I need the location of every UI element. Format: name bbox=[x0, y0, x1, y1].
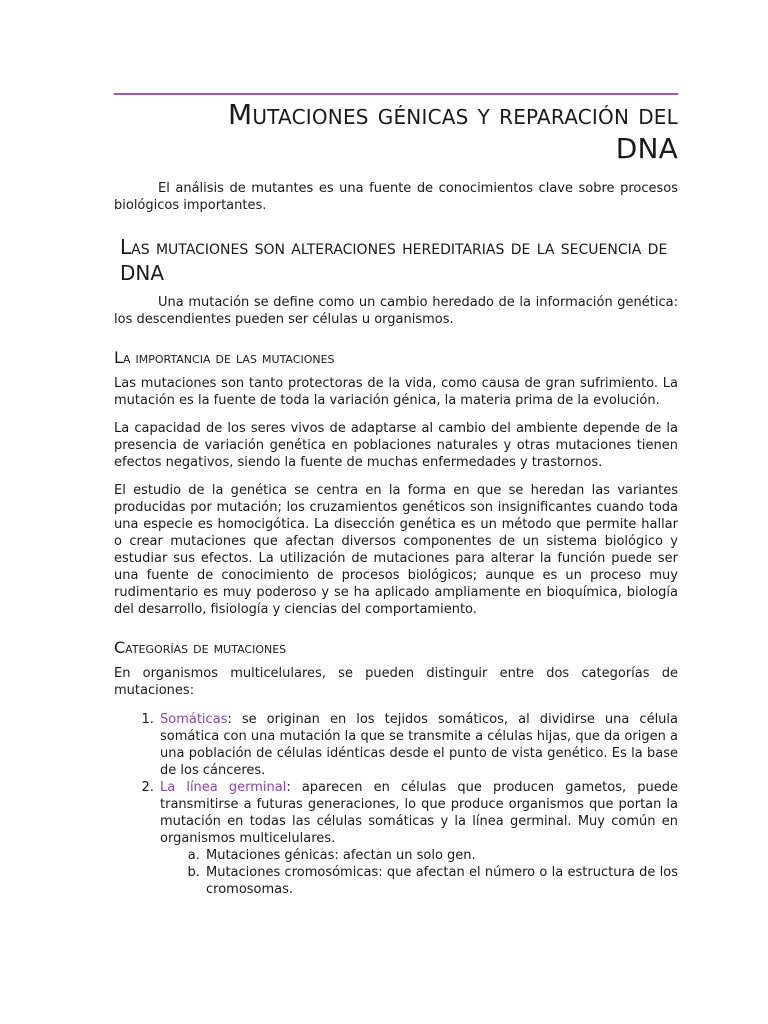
categories-intro: En organismos multicelulares, se pueden distinguir entre dos categorías de mutaciones: bbox=[114, 666, 678, 698]
section-heading-mutations: Las mutaciones son alteraciones hereditarias de la secuencia de DNA bbox=[120, 235, 668, 285]
list-item-text: : se originan en los tejidos somáticos, al dividirse una célula somática con una mutación la que se transmite a células hijas, que da origen a una población de células idénticas desde el punto de vista genético. Es la base de los cánceres. bbox=[160, 712, 678, 778]
list-item-somatic bbox=[158, 711, 678, 779]
sub-list bbox=[160, 847, 678, 898]
section-heading-categories: Categorías de mutaciones bbox=[114, 638, 287, 657]
section-paragraph-definition: Una mutación se define como un cambio heredado de la información genética: los descendientes pueden ser células u organismos. bbox=[114, 295, 678, 327]
document-body bbox=[114, 180, 678, 898]
sub-item-genic: a. Mutaciones génicas: afectan un solo gen. bbox=[204, 847, 678, 864]
term-link-somatic[interactable]: Somáticas bbox=[160, 712, 228, 727]
section-heading-importance: La importancia de las mutaciones bbox=[114, 348, 335, 367]
importance-paragraph-2: La capacidad de los seres vivos de adaptarse al cambio del ambiente depende de la presencia de variación genética en poblaciones naturales y otras mutaciones tienen efectos negativos, siendo la fuente de muchas enfermedades y trastornos. bbox=[114, 421, 678, 470]
title-line-2: DNA bbox=[615, 132, 678, 165]
intro-paragraph: El análisis de mutantes es una fuente de conocimientos clave sobre procesos biológicos importantes. bbox=[114, 181, 678, 213]
importance-paragraph-3: El estudio de la genética se centra en la forma en que se heredan las variantes producidas por mutación; los cruzamientos genéticos son insignificantes cuando toda una especie es homocigótica. La disección genética es un método que permite hallar o crear mutaciones que afectan diversos componentes de un sistema biológico y estudiar sus efectos. La utilización de mutaciones para alterar la función puede ser una fuente de conocimiento de procesos biológicos; aunque es un proceso muy rudimentario es muy poderoso y se ha aplicado ampliamente en bioquímica, biología del desarrollo, fisiología y ciencias del comportamiento. bbox=[114, 483, 678, 617]
list-item-text: : aparecen en células que producen gametos, puede transmitirse a futuras generaciones, lo que produce organismos que portan la mutación en todas las células somáticas y la línea germinal. Muy común en organismos multicelulares. bbox=[160, 780, 678, 846]
sub-item-chromosomal: b. Mutaciones cromosómicas: que afectan el número o la estructura de los cromosomas. bbox=[204, 864, 678, 898]
list-item-germline bbox=[158, 779, 678, 898]
categories-list bbox=[114, 711, 678, 898]
importance-paragraph-1: Las mutaciones son tanto protectoras de la vida, como causa de gran sufrimiento. La mutación es la fuente de toda la variación génica, la materia prima de la evolución. bbox=[114, 376, 678, 408]
term-link-germline[interactable]: La línea germinal bbox=[160, 780, 287, 795]
title-rule bbox=[114, 93, 678, 95]
title-line-1: Mutaciones génicas y reparación del bbox=[227, 98, 678, 131]
page-title bbox=[114, 98, 678, 166]
